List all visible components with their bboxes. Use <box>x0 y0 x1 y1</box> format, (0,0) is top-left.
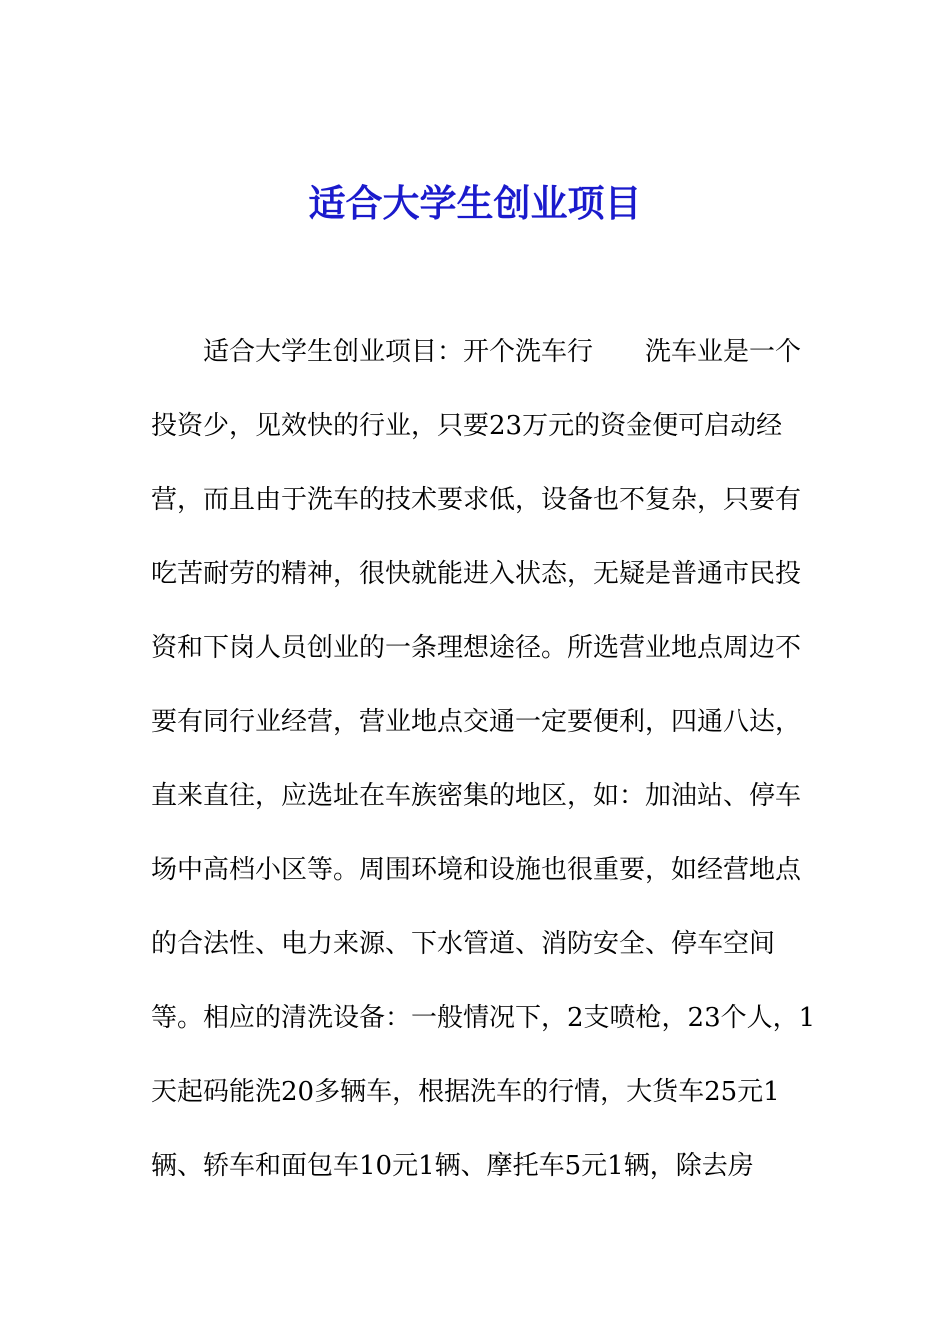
body-line: 适合大学生创业项目：开个洗车行 洗车业是一个 <box>203 337 802 367</box>
body-line: 营，而且由于洗车的技术要求低，设备也不复杂，只要有 <box>151 485 802 515</box>
body-line: 直来直往，应选址在车族密集的地区，如：加油站、停车 <box>151 781 802 811</box>
body-line: 吃苦耐劳的精神，很快就能进入状态，无疑是普通市民投 <box>151 559 802 589</box>
body-line: 资和下岗人员创业的一条理想途径。所选营业地点周边不 <box>151 633 802 663</box>
document-title: 适合大学生创业项目 <box>308 181 642 225</box>
body-line: 投资少，见效快的行业，只要23万元的资金便可启动经 <box>151 411 783 441</box>
body-line: 天起码能洗20多辆车，根据洗车的行情，大货车25元1 <box>151 1077 780 1107</box>
body-line: 等。相应的清洗设备：一般情况下，2支喷枪，23个人，1 <box>151 1003 816 1033</box>
body-line: 的合法性、电力来源、下水管道、消防安全、停车空间 <box>151 929 776 959</box>
body-line: 辆、轿车和面包车10元1辆、摩托车5元1辆，除去房 <box>151 1151 754 1181</box>
document-body <box>151 330 816 1218</box>
body-line: 场中高档小区等。周围环境和设施也很重要，如经营地点 <box>151 855 802 885</box>
body-line: 要有同行业经营，营业地点交通一定要便利，四通八达， <box>151 707 802 737</box>
